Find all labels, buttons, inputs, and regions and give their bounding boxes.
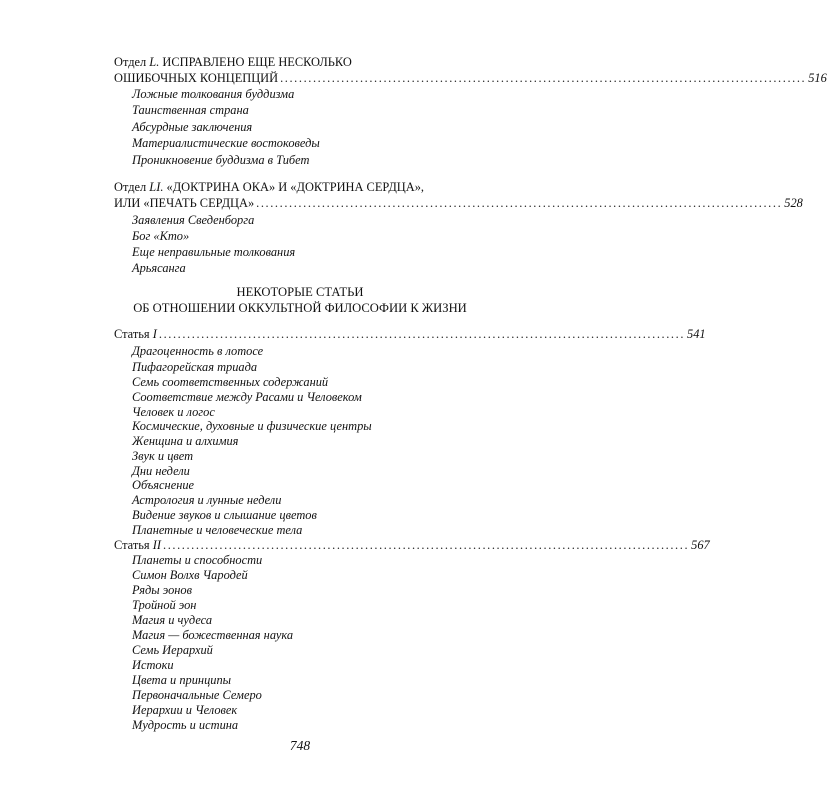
page-ref: 528	[784, 196, 803, 210]
dot-leader: ................................................................................................................	[163, 538, 690, 552]
subitem: Магия и чудеса	[132, 613, 213, 627]
subitem: Звук и цвет	[132, 449, 194, 463]
subitem: Семь Иерархий	[132, 643, 213, 657]
dot-leader: ................................................................................................................	[280, 71, 807, 85]
subitem: Мудрость и истина	[132, 718, 239, 732]
subitem: Объяснение	[132, 478, 195, 492]
subitem: Соответствие между Расами и Человеком	[132, 390, 362, 404]
subitem: Женщина и алхимия	[132, 434, 239, 448]
subitem: Драгоценность в лотосе	[132, 344, 264, 358]
subitem: Симон Волхв Чародей	[132, 568, 248, 582]
dot-leader: ................................................................................................................	[256, 196, 783, 210]
subitem: Магия — божественная наука	[132, 628, 294, 642]
part-heading-line1: НЕКОТОРЫЕ СТАТЬИ	[236, 285, 364, 299]
subitem: Заявления Сведенборга	[132, 213, 255, 227]
subitem: Космические, духовные и физические центры	[132, 419, 372, 433]
section-li-numeral: LI.	[149, 180, 164, 194]
subitem: Планеты и способности	[132, 553, 263, 567]
subitem: Еще неправильные толкования	[132, 245, 296, 259]
section-l-numeral: L.	[149, 55, 160, 69]
subitem: Ложные толкования буддизма	[132, 87, 295, 101]
subitem: Ряды эонов	[132, 583, 192, 597]
part-heading-line2: ОБ ОТНОШЕНИИ ОККУЛЬТНОЙ ФИЛОСОФИИ К ЖИЗНИ	[133, 301, 467, 315]
subitem: Человек и логос	[132, 405, 215, 419]
subitem: Арьясанга	[132, 261, 186, 275]
section-l-title-line2[interactable]: ОШИБОЧНЫХ КОНЦЕПЦИЙ ................................................................................................................ 516	[114, 71, 827, 85]
subitem: Дни недели	[132, 464, 190, 478]
article-ii-entry[interactable]: Статья II ................................................................................................................ 567	[114, 538, 710, 552]
subitem: Проникновение буддизма в Тибет	[132, 153, 310, 167]
dot-leader: ................................................................................................................	[158, 327, 686, 341]
section-li-title-line2[interactable]: ИЛИ «ПЕЧАТЬ СЕРДЦА» ................................................................................................................ 528	[114, 196, 803, 210]
subitem: Истоки	[132, 658, 174, 672]
subitem: Тройной эон	[132, 598, 197, 612]
page-ref: 567	[691, 538, 710, 552]
subitem: Цвета и принципы	[132, 673, 232, 687]
page-number: 748	[289, 738, 311, 753]
subitem: Материалистические востоковеды	[132, 136, 320, 150]
section-li-title-line1: Отдел LI. «ДОКТРИНА ОКА» И «ДОКТРИНА СЕРДЦА»,	[114, 180, 424, 194]
subitem: Видение звуков и слышание цветов	[132, 508, 317, 522]
section-l-title-line1: Отдел L. ИСПРАВЛЕНО ЕЩЕ НЕСКОЛЬКО	[114, 55, 352, 69]
article-i-entry[interactable]: Статья I ................................................................................................................ 541	[114, 327, 706, 341]
subitem: Астрология и лунные недели	[132, 493, 282, 507]
page-ref: 541	[687, 327, 706, 341]
subitem: Планетные и человеческие тела	[132, 523, 303, 537]
subitem: Пифагорейская триада	[132, 360, 258, 374]
subitem: Иерархии и Человек	[132, 703, 238, 717]
subitem: Абсурдные заключения	[132, 120, 253, 134]
subitem: Семь соответственных содержаний	[132, 375, 329, 389]
subitem: Бог «Кто»	[132, 229, 190, 243]
subitem: Первоначальные Семеро	[132, 688, 262, 702]
page-ref: 516	[808, 71, 827, 85]
subitem: Таинственная страна	[132, 103, 249, 117]
